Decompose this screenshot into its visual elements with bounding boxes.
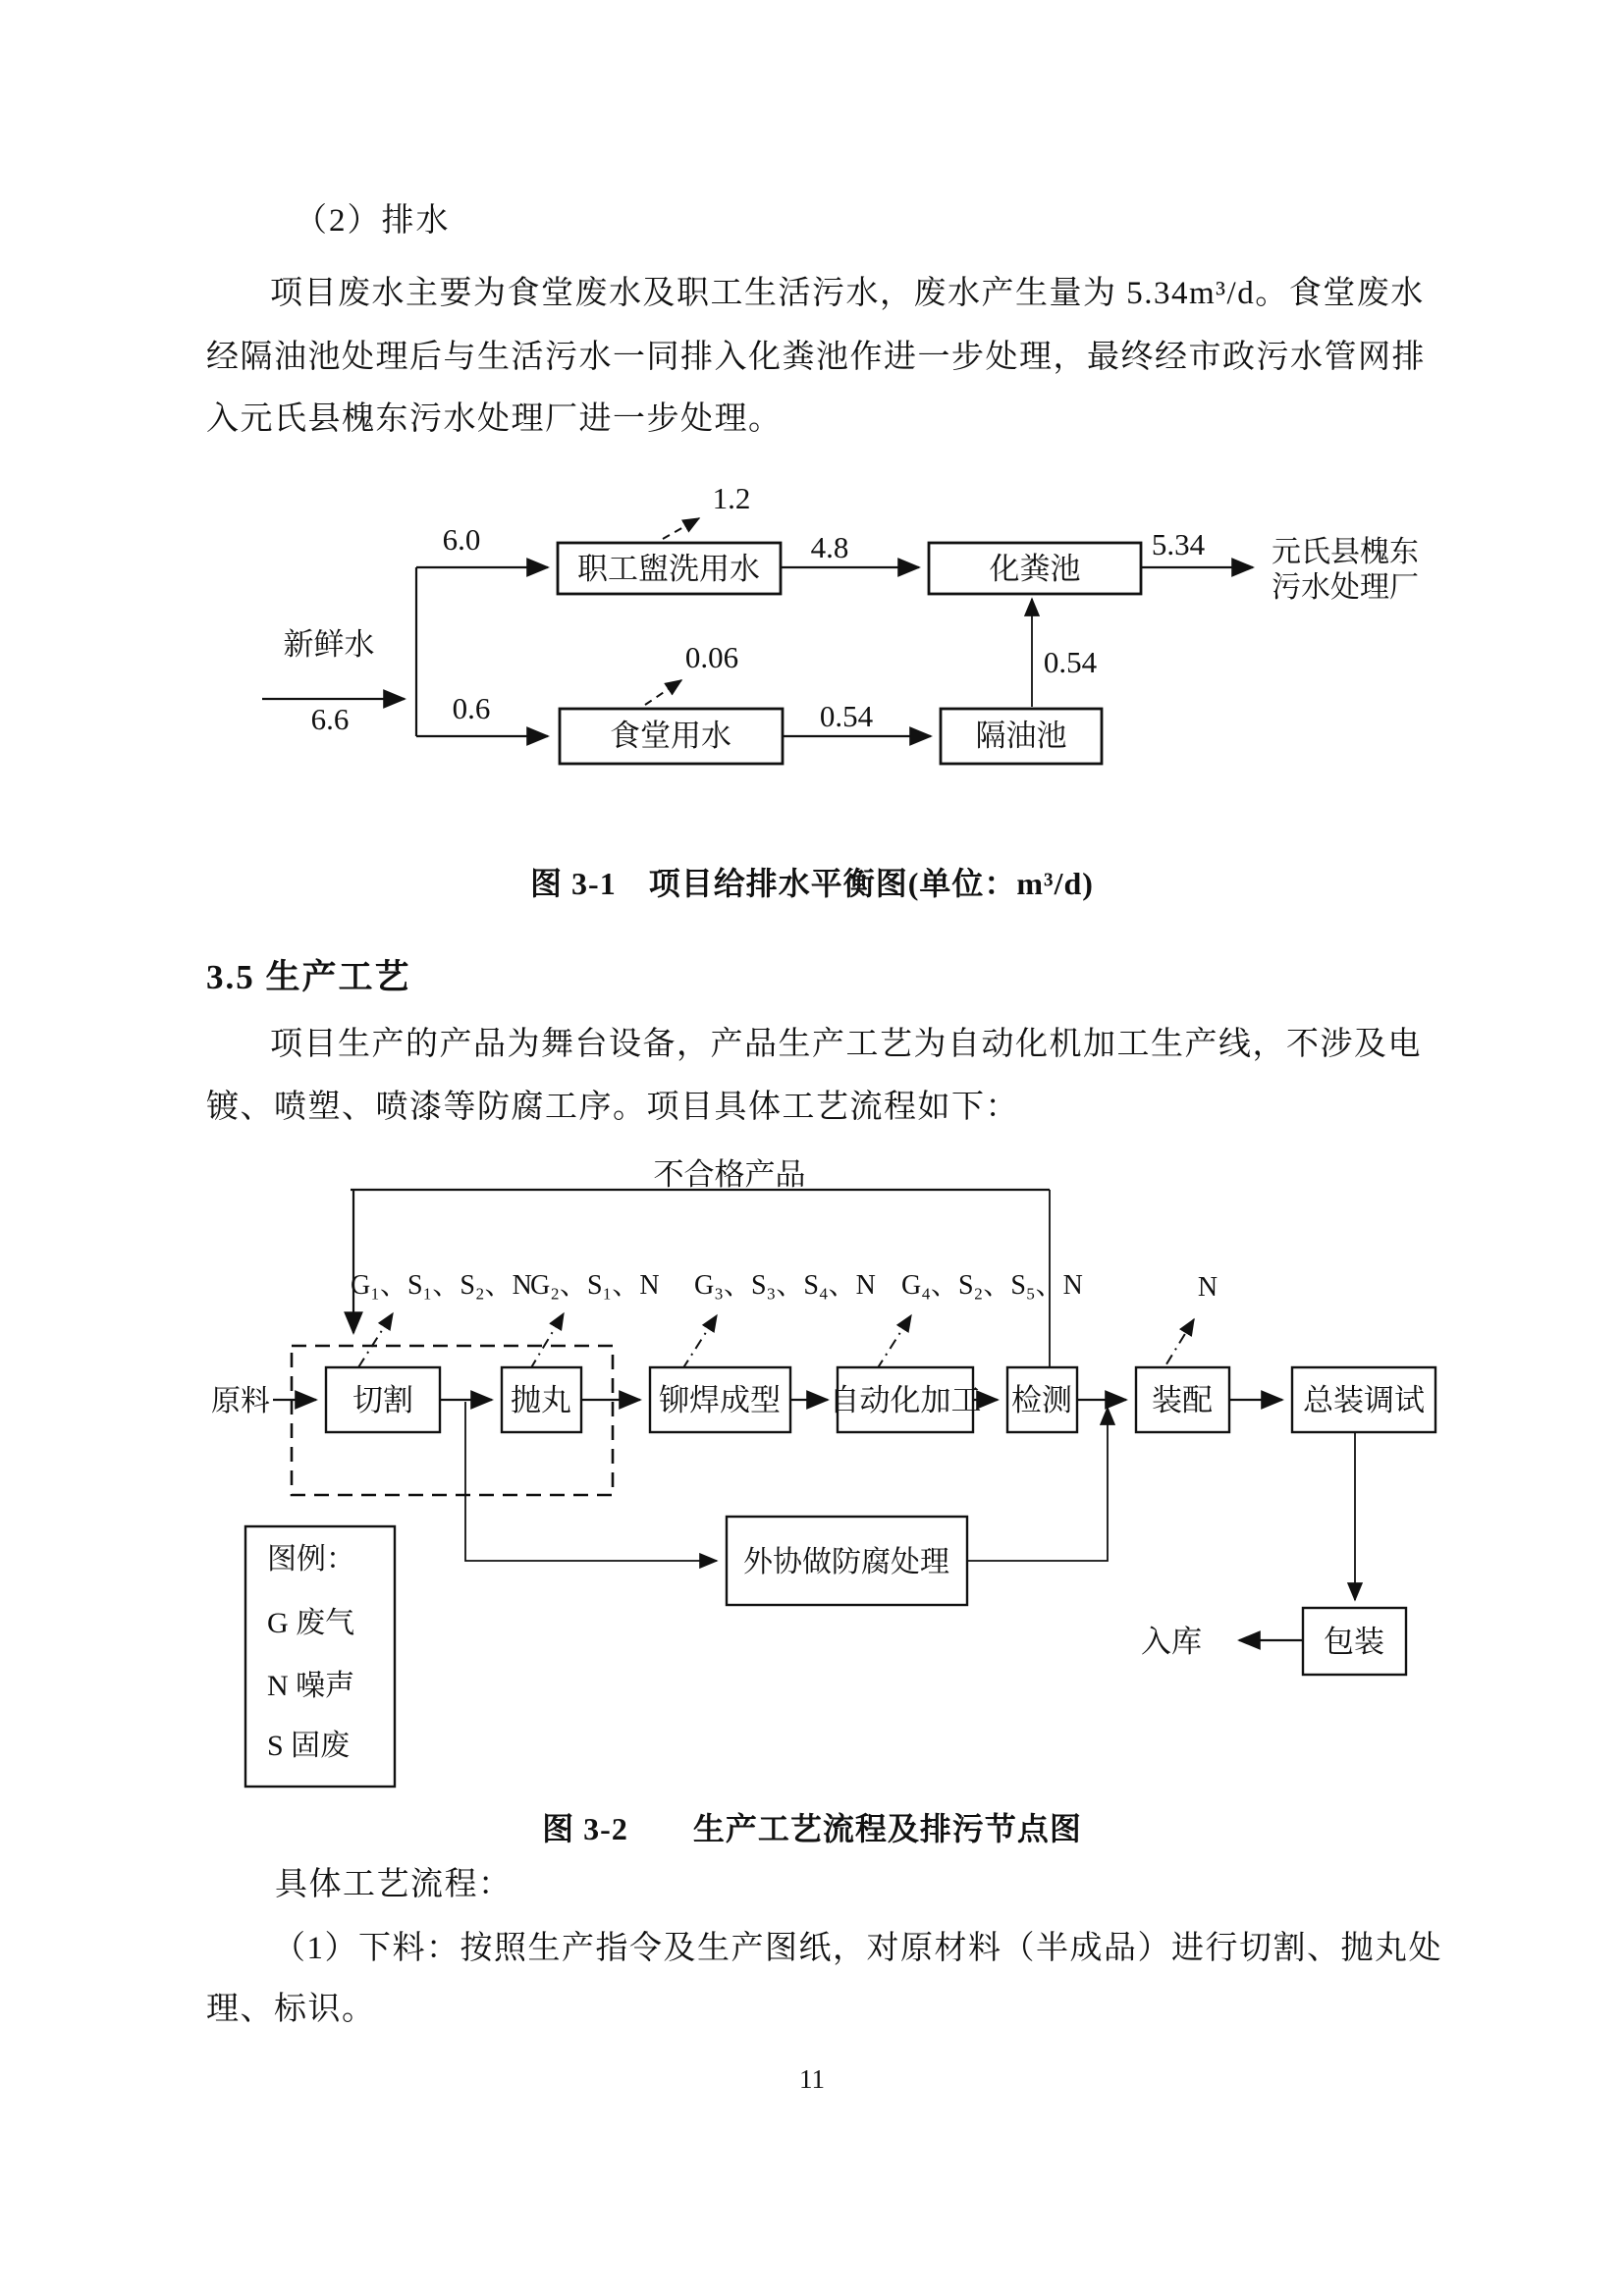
section-paragraph-line1: 项目生产的产品为舞台设备，产品生产工艺为自动化机加工生产线，不涉及电 bbox=[270, 1027, 1422, 1062]
septic-box-label: 化粪池 bbox=[989, 552, 1081, 586]
washing-loss-arrow bbox=[663, 518, 699, 539]
step-label-final-assembly: 总装调试 bbox=[1303, 1383, 1425, 1417]
plant-label-line1: 元氏县槐东 bbox=[1272, 536, 1419, 568]
grease-box-label: 隔油池 bbox=[975, 719, 1067, 753]
canteen-out-value: 0.54 bbox=[819, 699, 874, 733]
step-label-cutting: 切割 bbox=[352, 1383, 413, 1417]
process-flow-diagram bbox=[147, 1148, 1483, 1836]
washing-in-value: 6.0 bbox=[442, 522, 481, 557]
fresh-water-value: 6.6 bbox=[310, 702, 350, 736]
detail-lead: 具体工艺流程： bbox=[275, 1867, 513, 1902]
emission-arrow-automation bbox=[877, 1315, 911, 1369]
packaging-box-label: 包装 bbox=[1324, 1625, 1384, 1659]
emission-arrow-shot-blasting bbox=[530, 1313, 564, 1369]
pollutant-label-4: G₄、S₂、S₅、N bbox=[901, 1270, 1083, 1301]
page-number: 11 bbox=[799, 2064, 825, 2094]
legend-item-gas: G 废气 bbox=[267, 1607, 355, 1639]
canteen-loss-value: 0.06 bbox=[684, 640, 739, 674]
pollutant-label-2: G₂、S₁、N bbox=[530, 1270, 660, 1301]
step-label-inspection: 检测 bbox=[1011, 1383, 1072, 1417]
raw-material-label: 原料 bbox=[211, 1385, 270, 1417]
step-label-assembly: 装配 bbox=[1152, 1383, 1213, 1417]
legend-title: 图例： bbox=[267, 1543, 355, 1575]
step-label-riveting: 铆焊成型 bbox=[659, 1383, 781, 1417]
canteen-box-label: 食堂用水 bbox=[610, 719, 731, 753]
plant-label-line2: 污水处理厂 bbox=[1272, 571, 1419, 604]
section-paragraph-line2: 镀、喷塑、喷漆等防腐工序。项目具体工艺流程如下： bbox=[206, 1090, 1019, 1125]
figure2-caption: 图 3-2 生产工艺流程及排污节点图 bbox=[542, 1811, 1082, 1846]
grease-up-value: 0.54 bbox=[1043, 645, 1098, 679]
drainage-line1: 项目废水主要为食堂废水及职工生活污水，废水产生量为 5.34m³/d。食堂废水 bbox=[270, 276, 1425, 311]
reject-label: 不合格产品 bbox=[653, 1157, 806, 1192]
pollutant-label-5: N bbox=[1197, 1272, 1218, 1303]
drainage-line3: 入元氏县槐东污水处理厂进一步处理。 bbox=[206, 401, 783, 437]
pollutant-label-1: G₁、S₁、S₂、N bbox=[351, 1270, 532, 1301]
pollutant-label-3: G₃、S₃、S₄、N bbox=[694, 1270, 876, 1301]
water-balance-diagram bbox=[147, 452, 1483, 805]
drainage-line2: 经隔油池处理后与生活污水一同排入化粪池作进一步处理，最终经市政污水管网排 bbox=[206, 340, 1426, 375]
canteen-in-value: 0.6 bbox=[452, 691, 491, 725]
washing-out-value: 4.8 bbox=[810, 530, 849, 564]
washing-loss-value: 1.2 bbox=[712, 481, 751, 515]
washing-box-label: 职工盥洗用水 bbox=[577, 552, 760, 586]
detail-line2: 理、标识。 bbox=[206, 1992, 376, 2027]
figure1-caption: 图 3-1 项目给排水平衡图(单位：m³/d) bbox=[530, 866, 1094, 901]
fresh-water-label: 新鲜水 bbox=[283, 627, 375, 662]
step-label-shot-blasting: 抛丸 bbox=[511, 1383, 571, 1417]
drainage-heading: （2）排水 bbox=[295, 203, 451, 239]
outsourced-box-label: 外协做防腐处理 bbox=[743, 1546, 949, 1578]
emission-arrow-cutting bbox=[358, 1313, 393, 1367]
legend-item-noise: N 噪声 bbox=[267, 1670, 355, 1702]
septic-out-value: 5.34 bbox=[1151, 527, 1206, 561]
legend-item-solid-waste: S 固废 bbox=[267, 1730, 351, 1762]
step-label-automation: 自动化加工 bbox=[829, 1383, 982, 1417]
emission-arrow-riveting bbox=[682, 1315, 717, 1369]
detail-line1: （1）下料：按照生产指令及生产图纸，对原材料（半成品）进行切割、抛丸处 bbox=[273, 1931, 1442, 1966]
canteen-loss-arrow bbox=[645, 680, 681, 705]
warehouse-label: 入库 bbox=[1141, 1625, 1202, 1659]
section-heading: 3.5 生产工艺 bbox=[206, 958, 411, 996]
